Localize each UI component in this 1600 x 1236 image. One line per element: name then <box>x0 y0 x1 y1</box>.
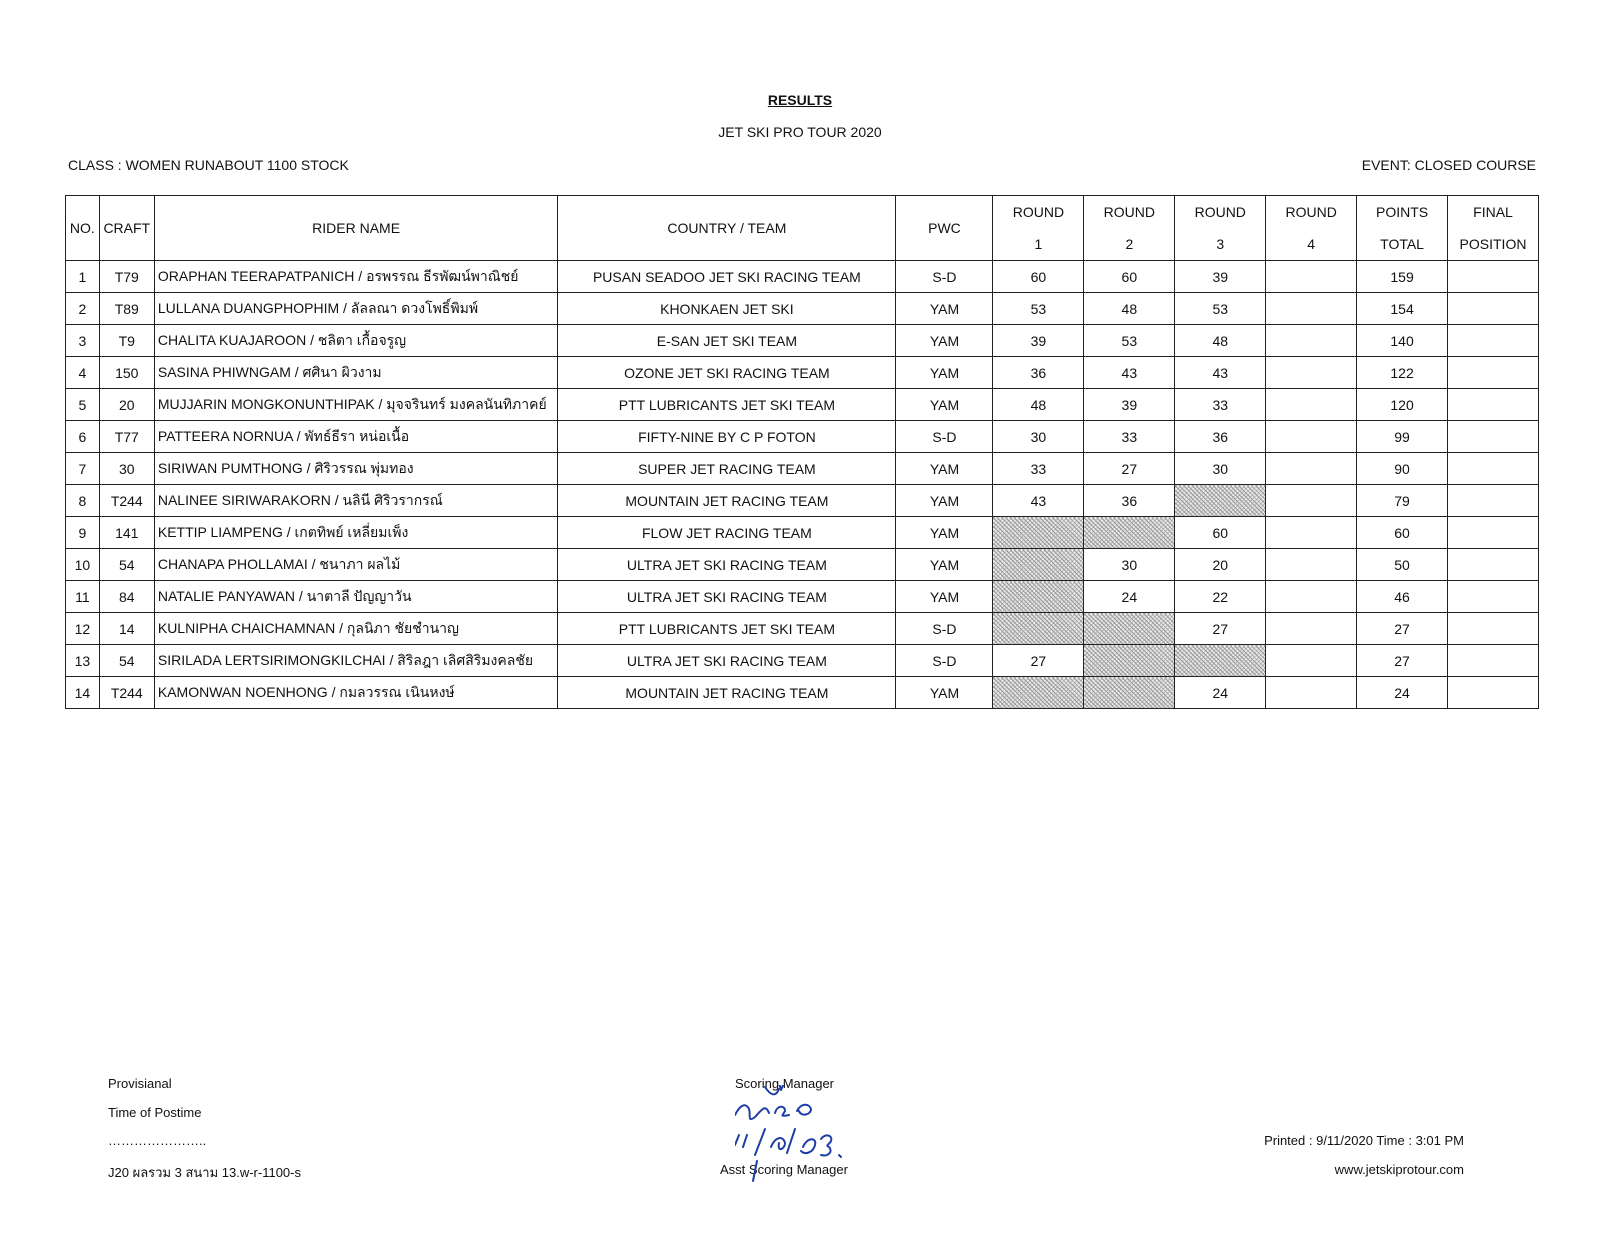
cell-no: 5 <box>66 389 100 421</box>
cell-rider-name: NALINEE SIRIWARAKORN / นลินี ศิริวรากรณ์ <box>154 485 557 517</box>
header-round-4-label: ROUND <box>1285 204 1337 220</box>
cell-pwc: YAM <box>896 517 993 549</box>
cell-pwc: S-D <box>896 645 993 677</box>
cell-craft: 20 <box>99 389 154 421</box>
table-row <box>66 581 1539 613</box>
cell-final-position <box>1448 325 1539 357</box>
cell-round-4 <box>1266 261 1357 293</box>
cell-final-position <box>1448 677 1539 709</box>
cell-points-total: 50 <box>1357 549 1448 581</box>
cell-no: 8 <box>66 485 100 517</box>
header-no: NO. <box>66 196 100 261</box>
cell-round-1: 36 <box>993 357 1084 389</box>
cell-no: 6 <box>66 421 100 453</box>
cell-round-2: 24 <box>1084 581 1175 613</box>
cell-country-team: FLOW JET RACING TEAM <box>558 517 896 549</box>
header-round-3-label: ROUND <box>1194 204 1246 220</box>
cell-points-total: 159 <box>1357 261 1448 293</box>
cell-round-1 <box>993 581 1084 613</box>
cell-final-position <box>1448 261 1539 293</box>
header-round-1-number: 1 <box>1034 236 1043 252</box>
cell-round-4 <box>1266 325 1357 357</box>
cell-final-position <box>1448 485 1539 517</box>
cell-craft: 30 <box>99 453 154 485</box>
cell-no: 13 <box>66 645 100 677</box>
cell-final-position <box>1448 581 1539 613</box>
cell-round-3 <box>1175 485 1266 517</box>
cell-points-total: 24 <box>1357 677 1448 709</box>
cell-craft: T244 <box>99 485 154 517</box>
cell-no: 1 <box>66 261 100 293</box>
header-points-label: POINTS <box>1376 204 1429 220</box>
cell-craft: T79 <box>99 261 154 293</box>
cell-country-team: E-SAN JET SKI TEAM <box>558 325 896 357</box>
cell-round-3: 22 <box>1175 581 1266 613</box>
cell-final-position <box>1448 357 1539 389</box>
cell-round-1: 27 <box>993 645 1084 677</box>
cell-round-4 <box>1266 357 1357 389</box>
cell-round-4 <box>1266 421 1357 453</box>
header-position-label: POSITION <box>1459 236 1527 252</box>
cell-no: 9 <box>66 517 100 549</box>
table-row <box>66 421 1539 453</box>
cell-round-4 <box>1266 485 1357 517</box>
results-table <box>65 195 1539 709</box>
time-of-postime-label: Time of Postime <box>108 1105 202 1120</box>
cell-final-position <box>1448 293 1539 325</box>
cell-round-2 <box>1084 613 1175 645</box>
cell-pwc: YAM <box>896 549 993 581</box>
cell-points-total: 90 <box>1357 453 1448 485</box>
asst-scoring-manager-label: Asst Scoring Manager <box>720 1162 848 1177</box>
cell-final-position <box>1448 517 1539 549</box>
cell-pwc: YAM <box>896 581 993 613</box>
cell-points-total: 99 <box>1357 421 1448 453</box>
cell-country-team: KHONKAEN JET SKI <box>558 293 896 325</box>
cell-country-team: MOUNTAIN JET RACING TEAM <box>558 677 896 709</box>
cell-round-3: 36 <box>1175 421 1266 453</box>
table-row <box>66 613 1539 645</box>
cell-pwc: YAM <box>896 389 993 421</box>
cell-craft: T77 <box>99 421 154 453</box>
cell-round-2: 60 <box>1084 261 1175 293</box>
cell-rider-name: PATTEERA NORNUA / พัทธ์ธีรา หน่อเนื้อ <box>154 421 557 453</box>
cell-round-3: 30 <box>1175 453 1266 485</box>
cell-craft: 14 <box>99 613 154 645</box>
cell-round-2: 39 <box>1084 389 1175 421</box>
scoring-manager-label: Scoring Manager <box>735 1076 834 1091</box>
cell-no: 14 <box>66 677 100 709</box>
table-row <box>66 485 1539 517</box>
cell-craft: 150 <box>99 357 154 389</box>
cell-rider-name: KULNIPHA CHAICHAMNAN / กุลนิภา ชัยชำนาญ <box>154 613 557 645</box>
page-title: RESULTS <box>767 92 833 108</box>
cell-rider-name: MUJJARIN MONGKONUNTHIPAK / มุจจรินทร์ มงคลนันทิภาคย์ <box>154 389 557 421</box>
cell-round-4 <box>1266 645 1357 677</box>
table-row <box>66 645 1539 677</box>
cell-round-4 <box>1266 517 1357 549</box>
cell-no: 11 <box>66 581 100 613</box>
cell-rider-name: KETTIP LIAMPENG / เกตทิพย์ เหลี่ยมเพ็ง <box>154 517 557 549</box>
cell-pwc: YAM <box>896 357 993 389</box>
table-row <box>66 453 1539 485</box>
cell-round-1 <box>993 613 1084 645</box>
file-reference: J20 ผลรวม 3 สนาม 13.w-r-1100-s <box>108 1165 301 1180</box>
cell-country-team: ULTRA JET SKI RACING TEAM <box>558 645 896 677</box>
table-row <box>66 517 1539 549</box>
cell-rider-name: LULLANA DUANGPHOPHIM / ลัลลณา ดวงโพธิ์พิมพ์ <box>154 293 557 325</box>
header-rider-name: RIDER NAME <box>154 196 557 261</box>
cell-round-1: 53 <box>993 293 1084 325</box>
cell-final-position <box>1448 389 1539 421</box>
cell-points-total: 154 <box>1357 293 1448 325</box>
table-row <box>66 261 1539 293</box>
cell-craft: 54 <box>99 645 154 677</box>
cell-craft: T9 <box>99 325 154 357</box>
cell-round-3: 33 <box>1175 389 1266 421</box>
header-round-3 <box>1175 196 1266 261</box>
cell-round-2 <box>1084 677 1175 709</box>
header-points-total <box>1357 196 1448 261</box>
cell-round-1: 48 <box>993 389 1084 421</box>
cell-round-3: 53 <box>1175 293 1266 325</box>
cell-pwc: S-D <box>896 613 993 645</box>
cell-round-2: 53 <box>1084 325 1175 357</box>
cell-points-total: 60 <box>1357 517 1448 549</box>
cell-round-1: 39 <box>993 325 1084 357</box>
header-round-1-label: ROUND <box>1012 204 1065 220</box>
cell-country-team: ULTRA JET SKI RACING TEAM <box>558 549 896 581</box>
cell-round-4 <box>1266 549 1357 581</box>
cell-country-team: MOUNTAIN JET RACING TEAM <box>558 485 896 517</box>
cell-no: 7 <box>66 453 100 485</box>
cell-craft: T244 <box>99 677 154 709</box>
cell-pwc: S-D <box>896 261 993 293</box>
cell-final-position <box>1448 421 1539 453</box>
table-row <box>66 549 1539 581</box>
cell-country-team: ULTRA JET SKI RACING TEAM <box>558 581 896 613</box>
cell-round-3: 24 <box>1175 677 1266 709</box>
cell-final-position <box>1448 645 1539 677</box>
provisional-label: Provisianal <box>108 1076 172 1091</box>
cell-points-total: 122 <box>1357 357 1448 389</box>
cell-pwc: YAM <box>896 485 993 517</box>
cell-round-2: 48 <box>1084 293 1175 325</box>
cell-country-team: OZONE JET SKI RACING TEAM <box>558 357 896 389</box>
cell-round-3: 27 <box>1175 613 1266 645</box>
cell-rider-name: SIRILADA LERTSIRIMONGKILCHAI / สิริลฎา เลิศสิริมงคลชัย <box>154 645 557 677</box>
table-row <box>66 357 1539 389</box>
cell-round-1 <box>993 677 1084 709</box>
cell-craft: T89 <box>99 293 154 325</box>
cell-pwc: YAM <box>896 293 993 325</box>
cell-round-1: 33 <box>993 453 1084 485</box>
cell-pwc: YAM <box>896 325 993 357</box>
cell-round-4 <box>1266 293 1357 325</box>
cell-no: 12 <box>66 613 100 645</box>
header-round-2-label: ROUND <box>1103 204 1156 220</box>
cell-points-total: 120 <box>1357 389 1448 421</box>
cell-round-1 <box>993 517 1084 549</box>
postime-blank: ………………….. <box>108 1133 207 1148</box>
cell-round-2: 43 <box>1084 357 1175 389</box>
header-round-1 <box>993 196 1084 261</box>
cell-round-4 <box>1266 613 1357 645</box>
cell-pwc: YAM <box>896 453 993 485</box>
header-final-position <box>1448 196 1539 261</box>
cell-rider-name: CHALITA KUAJAROON / ชลิตา เกื้อจรูญ <box>154 325 557 357</box>
cell-country-team: PUSAN SEADOO JET SKI RACING TEAM <box>558 261 896 293</box>
handwritten-signature <box>735 1085 865 1185</box>
table-row <box>66 325 1539 357</box>
table-row <box>66 677 1539 709</box>
cell-round-3: 43 <box>1175 357 1266 389</box>
header-round-3-number: 3 <box>1216 236 1225 252</box>
header-total-label: TOTAL <box>1380 236 1424 252</box>
cell-pwc: S-D <box>896 421 993 453</box>
cell-country-team: PTT LUBRICANTS JET SKI TEAM <box>558 389 896 421</box>
event-label: EVENT: CLOSED COURSE <box>1361 157 1536 173</box>
cell-round-2: 30 <box>1084 549 1175 581</box>
header-country-team: COUNTRY / TEAM <box>558 196 896 261</box>
cell-round-3: 60 <box>1175 517 1266 549</box>
cell-round-1: 43 <box>993 485 1084 517</box>
cell-craft: 84 <box>99 581 154 613</box>
cell-points-total: 27 <box>1357 645 1448 677</box>
header-round-4-number: 4 <box>1307 236 1316 252</box>
cell-final-position <box>1448 549 1539 581</box>
cell-no: 3 <box>66 325 100 357</box>
cell-round-4 <box>1266 453 1357 485</box>
cell-round-3: 20 <box>1175 549 1266 581</box>
cell-round-2: 36 <box>1084 485 1175 517</box>
cell-rider-name: ORAPHAN TEERAPATPANICH / อรพรรณ ธีรพัฒน์พาณิชย์ <box>154 261 557 293</box>
cell-round-1: 60 <box>993 261 1084 293</box>
cell-final-position <box>1448 453 1539 485</box>
cell-round-2 <box>1084 645 1175 677</box>
cell-round-3 <box>1175 645 1266 677</box>
cell-rider-name: NATALIE PANYAWAN / นาตาลี ปัญญาวัน <box>154 581 557 613</box>
results-body <box>66 261 1539 709</box>
cell-round-4 <box>1266 581 1357 613</box>
cell-no: 2 <box>66 293 100 325</box>
cell-no: 10 <box>66 549 100 581</box>
class-label: CLASS : WOMEN RUNABOUT 1100 STOCK <box>68 157 349 173</box>
cell-rider-name: KAMONWAN NOENHONG / กมลวรรณ เนินหงษ์ <box>154 677 557 709</box>
cell-craft: 54 <box>99 549 154 581</box>
cell-round-4 <box>1266 389 1357 421</box>
cell-round-1 <box>993 549 1084 581</box>
cell-country-team: SUPER JET RACING TEAM <box>558 453 896 485</box>
cell-country-team: PTT LUBRICANTS JET SKI TEAM <box>558 613 896 645</box>
cell-points-total: 140 <box>1357 325 1448 357</box>
table-header-row <box>66 196 1539 261</box>
cell-craft: 141 <box>99 517 154 549</box>
cell-round-4 <box>1266 677 1357 709</box>
cell-round-2 <box>1084 517 1175 549</box>
header-craft: CRAFT <box>99 196 154 261</box>
cell-rider-name: SIRIWAN PUMTHONG / ศิริวรรณ พุ่มทอง <box>154 453 557 485</box>
cell-pwc: YAM <box>896 677 993 709</box>
header-pwc: PWC <box>896 196 993 261</box>
table-row <box>66 293 1539 325</box>
cell-round-1: 30 <box>993 421 1084 453</box>
cell-round-2: 33 <box>1084 421 1175 453</box>
table-row <box>66 389 1539 421</box>
header-round-4 <box>1266 196 1357 261</box>
cell-rider-name: CHANAPA PHOLLAMAI / ชนาภา ผลไม้ <box>154 549 557 581</box>
cell-no: 4 <box>66 357 100 389</box>
cell-country-team: FIFTY-NINE BY C P FOTON <box>558 421 896 453</box>
cell-points-total: 79 <box>1357 485 1448 517</box>
header-round-2 <box>1084 196 1175 261</box>
cell-rider-name: SASINA PHIWNGAM / ศศินา ผิวงาม <box>154 357 557 389</box>
cell-final-position <box>1448 613 1539 645</box>
cell-points-total: 27 <box>1357 613 1448 645</box>
cell-round-3: 48 <box>1175 325 1266 357</box>
printed-timestamp: Printed : 9/11/2020 Time : 3:01 PM <box>1264 1133 1464 1148</box>
cell-round-2: 27 <box>1084 453 1175 485</box>
header-round-2-number: 2 <box>1125 236 1134 252</box>
cell-round-3: 39 <box>1175 261 1266 293</box>
header-final-label: FINAL <box>1473 204 1513 220</box>
website-link[interactable]: www.jetskiprotour.com <box>1334 1162 1464 1177</box>
event-subtitle: JET SKI PRO TOUR 2020 <box>718 124 882 140</box>
cell-points-total: 46 <box>1357 581 1448 613</box>
